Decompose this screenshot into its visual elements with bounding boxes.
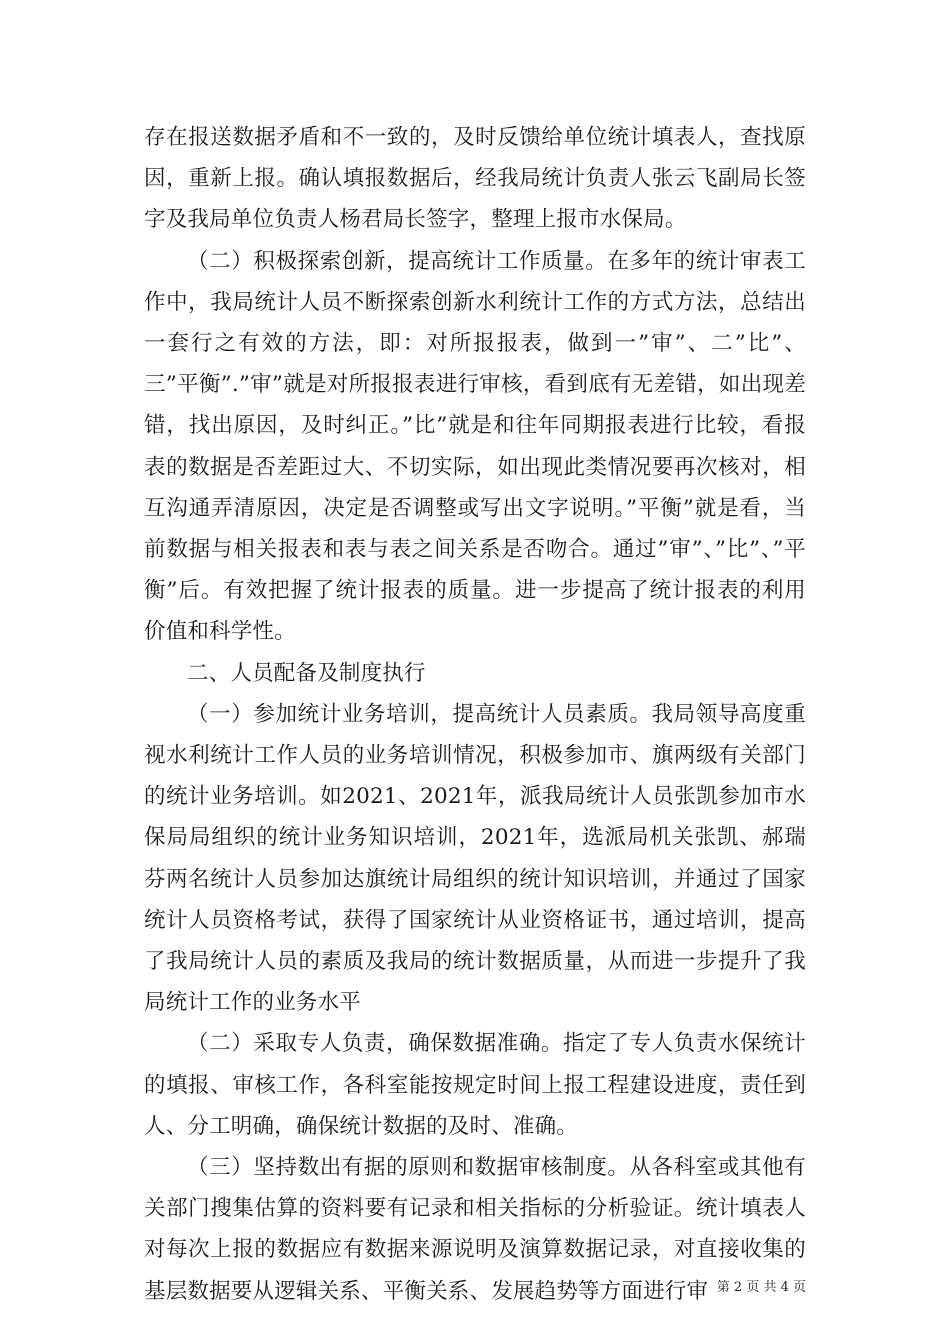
paragraph-6: （三）坚持数出有据的原则和数据审核制度。从各科室或其他有关部门搜集估算的资料要有记录和相关指标的分析验证。统计填表人对每次上报的数据应有数据来源说明及演算数据记录，对直接收集的基层数据要从逻辑关系、平衡关系、发展趋势等方面进行审 bbox=[144, 1155, 806, 1304]
paragraph-4: （一）参加统计业务培训，提高统计人员素质。我局领导高度重视水利统计工作人员的业务培训情况，积极参加市、旗两级有关部门的统计业务培训。如2021、2021年，派我局统计人员张凯参加市水保局局组织的统计业务知识培训，2021年，选派局机关张凯、郝瑞芬两名统计人员参加达旗统计局组织的统计知识培训，并通过了国家统计人员资格考试，获得了国家统计从业资格证书，通过培训，提高了我局统计人员的素质及我局的统计数据质量，从而进一步提升了我局统计工作的业务水平 bbox=[144, 701, 806, 1016]
section-heading: 二、人员配备及制度执行 bbox=[187, 660, 426, 686]
page-number-footer: 第 2 页 共 4 页 bbox=[716, 1280, 806, 1295]
document-body bbox=[144, 117, 806, 1312]
paragraph-2: （二）积极探索创新，提高统计工作质量。在多年的统计审表工作中，我局统计人员不断探索创新水利统计工作的方式方法，总结出一套行之有效的方法，即：对所报报表，做到一”审”、二”比”、三”平衡”.”审”就是对所报报表进行审核，看到底有无差错，如出现差错，找出原因，及时纠正。”比”就是和往年同期报表进行比较，看报表的数据是否差距过大、不切实际，如出现此类情况要再次核对，相互沟通弄清原因，决定是否调整或写出文字说明。”平衡”就是看，当前数据与相关报表和表与表之间关系是否吻合。通过”审”、”比”、”平衡”后。有效把握了统计报表的质量。进一步提高了统计报表的利用价值和科学性。 bbox=[144, 248, 806, 645]
paragraph-1: 存在报送数据矛盾和不一致的，及时反馈给单位统计填表人，查找原因，重新上报。确认填报数据后，经我局统计负责人张云飞副局长签字及我局单位负责人杨君局长签字，整理上报市水保局。 bbox=[144, 125, 806, 233]
paragraph-5: （二）采取专人负责，确保数据准确。指定了专人负责水保统计的填报、审核工作，各科室能按规定时间上报工程建设进度，责任到人、分工明确，确保统计数据的及时、准确。 bbox=[144, 1031, 806, 1139]
